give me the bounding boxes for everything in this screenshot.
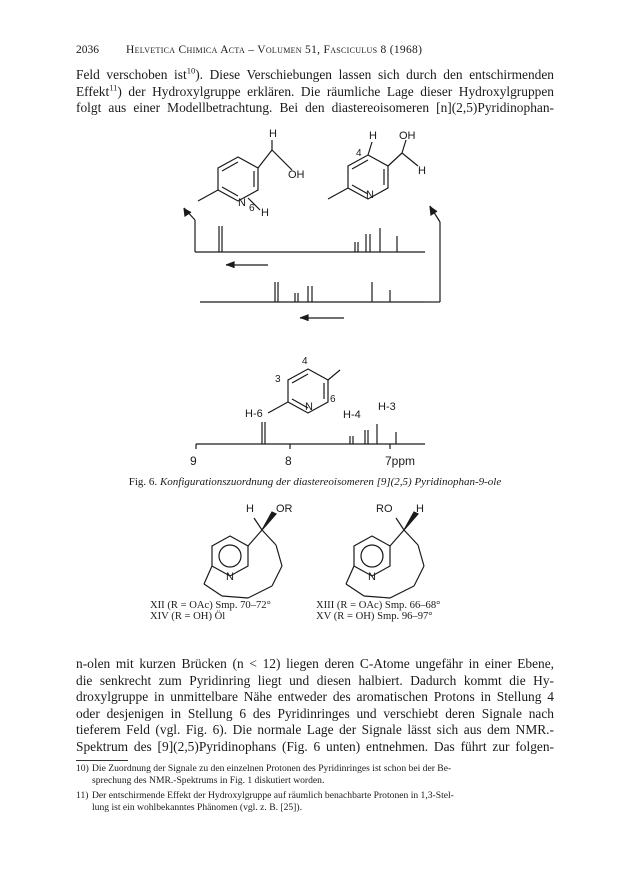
footnote-text: Der entschirmende Effekt der Hydroxylgruppe auf räumlich benachbarte Protonen in 1,3-Stel- lung ist ein wohlbekanntes Phänomen (vgl. z. B. [25]). [92,790,454,814]
footnote-ref-11[interactable]: 11 [109,82,118,93]
bottom-paragraph [76,656,554,756]
compound-right-ro: RO [376,503,393,515]
struct1-h-bot: H [261,207,269,219]
struct1-h-top: H [269,128,277,140]
text-line: droxylgruppe in unmittelbare Nähe entweder des aromatischen Protons in Stellung 4 [76,689,554,705]
compound-structure-right [346,512,424,598]
compound-right-line2: XV (R = OH) Smp. 96–97° [316,611,433,622]
peak-label-h6: H-6 [245,408,263,420]
axis-tick-9: 9 [190,454,197,468]
compound-structure-left [204,512,282,598]
footnote-number: 10) [76,763,89,774]
struct1-six: 6 [249,203,255,214]
struct1-oh: OH [288,169,305,181]
compound-left-or: OR [276,503,293,515]
compound-left-labels [150,600,271,622]
struct3-three: 3 [275,374,281,385]
footnote-rule [76,760,128,761]
struct2-h-top: H [369,130,377,142]
struct2-h-right: H [418,165,426,177]
struct2-n: N [366,189,374,201]
page-number: 2036 [76,44,99,56]
text-line: Effekt$^{11}$) der Hydroxylgruppe erklären. Die räumliche Lage dieser Hydroxylgruppen [76,82,554,99]
text-line: folgt aus einer Modellbetrachtung. Bei den diastereoisomeren [n](2,5)Pyridinophan- [76,100,554,116]
compound-right-labels [316,600,440,622]
compound-right-h: H [416,503,424,515]
footnote-text: Die Zuordnung der Signale zu den einzelnen Protonen des Pyridinringes ist schon bei der Be- sprechung des NMR.-Spektrums in Fig. 1 diskutiert worden. [92,763,452,787]
struct3-six: 6 [330,394,336,405]
text-line: Feld verschoben ist$^{10}$). Diese Verschiebungen lassen sich durch den entschirmenden [76,65,554,82]
struct2-oh: OH [399,130,416,142]
footnote-number: 11) [76,790,89,801]
compound-right-n: N [368,571,376,583]
text-line: oder desjenigen in Stellung 6 des Pyridinringes und verschiebt deren Signale nach [76,705,554,721]
struct3-four: 4 [302,356,308,367]
struct2-four: 4 [356,148,362,159]
compound-left-h: H [246,503,254,515]
figure-caption [60,476,570,488]
journal-title: Helvetica Chimica Acta – Volumen 51, Fasciculus 8 (1968) [126,44,423,56]
compound-left-line2: XIV (R = OH) Öl [150,611,226,622]
struct1-n: N [238,197,246,209]
compound-left-n: N [226,571,234,583]
text-line: Spektrum des [9](2,5)Pyridinophans (Fig. 6 unten) entnehmen. Das führt zur folgen- [76,738,554,754]
caption-label: Fig. 6. [128,476,158,488]
peak-label-h3: H-3 [378,401,396,413]
compound-left-line1: XII (R = OAc) Smp. 70–72° [150,600,271,611]
compound-right-line1: XIII (R = OAc) Smp. 66–68° [316,600,441,611]
text-line: die senkrecht zum Pyridinring liegt und diesen halbiert. Dadurch kommt die Hy- [76,672,554,688]
text-line: tieferem Feld (vgl. Fig. 6). Die normale Lage der Signale lässt sich aus dem NMR.- [76,722,554,738]
peak-label-h4: H-4 [343,409,361,421]
axis-tick-8: 8 [285,454,292,468]
caption-text: Konfigurationszuordnung der diastereoisomeren [9](2,5) Pyridinophan-9-ole [159,476,502,488]
footnote-ref-10[interactable]: 10 [186,65,196,76]
axis-tick-7ppm: 7ppm [385,454,416,468]
text-line: n-olen mit kurzen Brücken (n < 12) liegen deren C-Atome ungefähr in einer Ebene, [76,656,554,671]
struct3-n: N [305,401,313,413]
